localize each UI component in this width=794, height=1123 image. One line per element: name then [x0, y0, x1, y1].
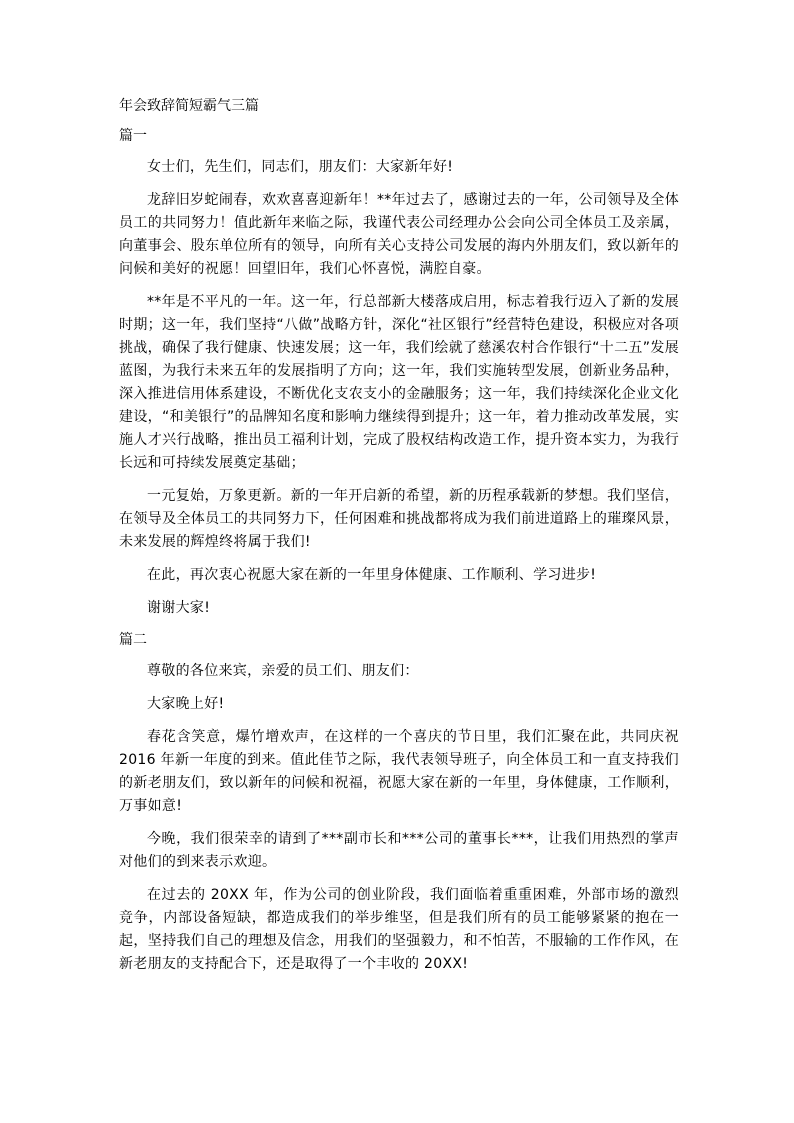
paragraph: 今晚，我们很荣幸的请到了***副市长和***公司的董事长***，让我们用热烈的掌声对他们的到来表示欢迎。: [119, 831, 679, 870]
section-heading: 篇二: [119, 632, 147, 648]
paragraph: 谢谢大家!: [147, 600, 211, 616]
section-1: [119, 126, 679, 620]
paragraph: 大家晚上好!: [147, 696, 225, 712]
paragraph: 在过去的 20XX 年，作为公司的创业阶段，我们面临着重重困难，外部市场的激烈竞争，内部设备短缺，都造成我们的举步维坚，但是我们所有的员工能够紧紧的抱在一起，坚持我们自己的理想及信念，用我们的坚强毅力，和不怕苦，不服输的工作作风，在新老朋友的支持配合下，还是取得了一个丰收的 20XX!: [119, 887, 679, 972]
section-heading: 篇一: [119, 128, 147, 144]
paragraph: 龙辞旧岁蛇闹春，欢欢喜喜迎新年！**年过去了，感谢过去的一年，公司领导及全体员工的共同努力！值此新年来临之际，我谨代表公司经理办公会向公司全体员工及亲属，向董事会、股东单位所有的领导，向所有关心支持公司发展的海内外朋友们，致以新年的问候和美好的祝愿！回望旧年，我们心怀喜悦，满腔自豪。: [119, 192, 679, 277]
paragraph: 尊敬的各位来宾，亲爱的员工们、朋友们：: [147, 663, 419, 679]
paragraph: 春花含笑意，爆竹增欢声，在这样的一个喜庆的节日里，我们汇聚在此，共同庆祝 2016 年新一年度的到来。值此佳节之际，我代表领导班子，向全体员工和一直支持我们的新老朋友们，致以新年的问候和祝福，祝愿大家在新的一年里，身体健康，工作顺利，万事如意!: [119, 729, 679, 814]
document-title: 年会致辞简短霸气三篇: [119, 98, 259, 114]
document-page: [119, 96, 679, 986]
section-2: [119, 630, 679, 976]
paragraph: 女士们，先生们，同志们，朋友们：大家新年好!: [147, 159, 454, 175]
paragraph: **年是不平凡的一年。这一年，行总部新大楼落成启用，标志着我行迈入了新的发展时期；这一年，我们坚持“八做”战略方针，深化“社区银行”经营特色建设，积极应对各项挑战，确保了我行健康、快速发展；这一年，我们绘就了慈溪农村合作银行“十二五”发展蓝图，为我行未来五年的发展指明了方向；这一年，我们实施转型发展，创新业务品种，深入推进信用体系建设，不断优化支农支小的金融服务；这一年，我们持续深化企业文化建设，“和美银行”的品牌知名度和影响力继续得到提升；这一年，着力推动改革发展，实施人才兴行战略，推出员工福利计划，完成了股权结构改造工作，提升资本实力，为我行长远和可持续发展奠定基础；: [119, 294, 679, 471]
paragraph: 一元复始，万象更新。新的一年开启新的希望，新的历程承载新的梦想。我们坚信，在领导及全体员工的共同努力下，任何困难和挑战都将成为我们前进道路上的璀璨风景，未来发展的辉煌终将属于我们!: [119, 488, 679, 550]
paragraph: 在此，再次衷心祝愿大家在新的一年里身体健康、工作顺利、学习进步!: [147, 567, 597, 583]
